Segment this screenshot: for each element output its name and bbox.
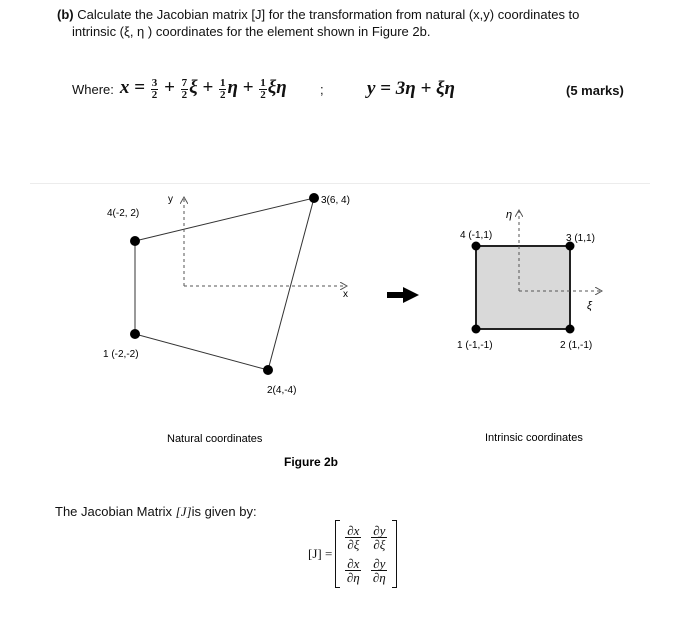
jacobian-label: [J] = bbox=[308, 546, 333, 561]
cell-21-num: ∂x bbox=[347, 556, 360, 571]
matrix-cell-22 bbox=[366, 554, 392, 587]
x-equation bbox=[120, 77, 287, 100]
natural-node-2-label: 2(4,-4) bbox=[267, 385, 297, 396]
intrinsic-element bbox=[476, 246, 570, 329]
matrix-grid bbox=[340, 521, 392, 587]
cell-22-num: ∂y bbox=[373, 556, 386, 571]
plus-2: + bbox=[202, 77, 214, 99]
natural-node-3-label: 3(6, 4) bbox=[321, 195, 350, 206]
cell-21-den: ∂η bbox=[346, 570, 360, 585]
transform-arrow bbox=[387, 287, 419, 303]
xieta-term: ξη bbox=[267, 77, 287, 99]
natural-node-1 bbox=[130, 329, 140, 339]
intrinsic-eta-label: η bbox=[506, 209, 513, 221]
equation-separator: ; bbox=[320, 82, 324, 97]
jacobian-intro-suffix: is given by: bbox=[191, 504, 257, 519]
figure-2b bbox=[0, 185, 677, 475]
natural-node-3 bbox=[309, 193, 319, 203]
cell-12-num: ∂y bbox=[373, 523, 386, 538]
intrinsic-node-1-label: 1 (-1,-1) bbox=[457, 340, 493, 351]
frac1-num: 3 bbox=[151, 76, 158, 89]
marks-label: (5 marks) bbox=[566, 83, 624, 98]
jacobian-intro-symbol: [J] bbox=[175, 504, 192, 519]
where-equation bbox=[72, 72, 287, 106]
fraction-1 bbox=[151, 78, 159, 101]
fraction-2 bbox=[181, 78, 189, 101]
intrinsic-node-2-label: 2 (1,-1) bbox=[560, 340, 593, 351]
intrinsic-xi-label: ξ bbox=[587, 300, 592, 312]
frac3-num: 1 bbox=[219, 76, 226, 89]
frac4-den: 2 bbox=[260, 88, 266, 101]
jacobian-intro bbox=[55, 504, 257, 520]
natural-y-label: y bbox=[168, 194, 173, 205]
question-text-1: Calculate the Jacobian matrix [J] for the transformation from natural (x,y) coordinates to bbox=[77, 7, 580, 22]
intrinsic-node-4 bbox=[472, 242, 481, 251]
cell-22-den: ∂η bbox=[372, 570, 386, 585]
xi-term: ξ bbox=[189, 77, 198, 99]
question-line-2 bbox=[72, 23, 430, 40]
natural-x-label: x bbox=[343, 289, 348, 300]
matrix-cell-12 bbox=[366, 521, 392, 554]
cell-12-den: ∂ξ bbox=[373, 537, 386, 552]
natural-caption: Natural coordinates bbox=[167, 433, 263, 445]
question-line-1 bbox=[57, 6, 579, 23]
frac2-den: 2 bbox=[181, 88, 188, 101]
natural-node-2 bbox=[263, 365, 273, 375]
intrinsic-node-3-label: 3 (1,1) bbox=[566, 233, 595, 244]
fraction-3 bbox=[219, 78, 227, 101]
question-label: (b) bbox=[57, 7, 74, 22]
where-prefix: Where: bbox=[72, 81, 114, 97]
natural-node-4-label: 4(-2, 2) bbox=[107, 208, 140, 219]
natural-node-1-label: 1 (-2,-2) bbox=[103, 349, 139, 360]
intrinsic-node-4-label: 4 (-1,1) bbox=[460, 230, 493, 241]
cell-11-num: ∂x bbox=[347, 523, 360, 538]
plus-1: + bbox=[163, 77, 175, 99]
intrinsic-caption: Intrinsic coordinates bbox=[485, 432, 583, 444]
matrix-cell-21 bbox=[340, 554, 366, 587]
fraction-4 bbox=[259, 78, 267, 101]
cell-11-den: ∂ξ bbox=[347, 537, 360, 552]
jacobian-intro-prefix: The Jacobian Matrix bbox=[55, 504, 176, 519]
eta-term: η bbox=[227, 77, 238, 99]
x-lhs: x = bbox=[119, 77, 145, 99]
frac1-den: 2 bbox=[151, 88, 158, 101]
section-divider bbox=[30, 183, 650, 184]
matrix-right-bracket bbox=[392, 520, 397, 588]
plus-3: + bbox=[242, 77, 254, 99]
matrix-cell-11 bbox=[340, 521, 366, 554]
y-equation: y = 3η + ξη bbox=[367, 78, 455, 99]
figure-caption: Figure 2b bbox=[284, 455, 339, 469]
intrinsic-node-1 bbox=[472, 325, 481, 334]
intrinsic-node-2 bbox=[566, 325, 575, 334]
natural-node-4 bbox=[130, 236, 140, 246]
frac2-num: 7 bbox=[181, 76, 188, 89]
jacobian-matrix bbox=[308, 520, 397, 588]
natural-element-outline bbox=[135, 198, 314, 370]
frac3-den: 2 bbox=[219, 88, 226, 101]
frac4-num: 1 bbox=[260, 76, 266, 89]
question-text-2: intrinsic (ξ, η ) coordinates for the element shown in Figure 2b. bbox=[72, 24, 431, 39]
